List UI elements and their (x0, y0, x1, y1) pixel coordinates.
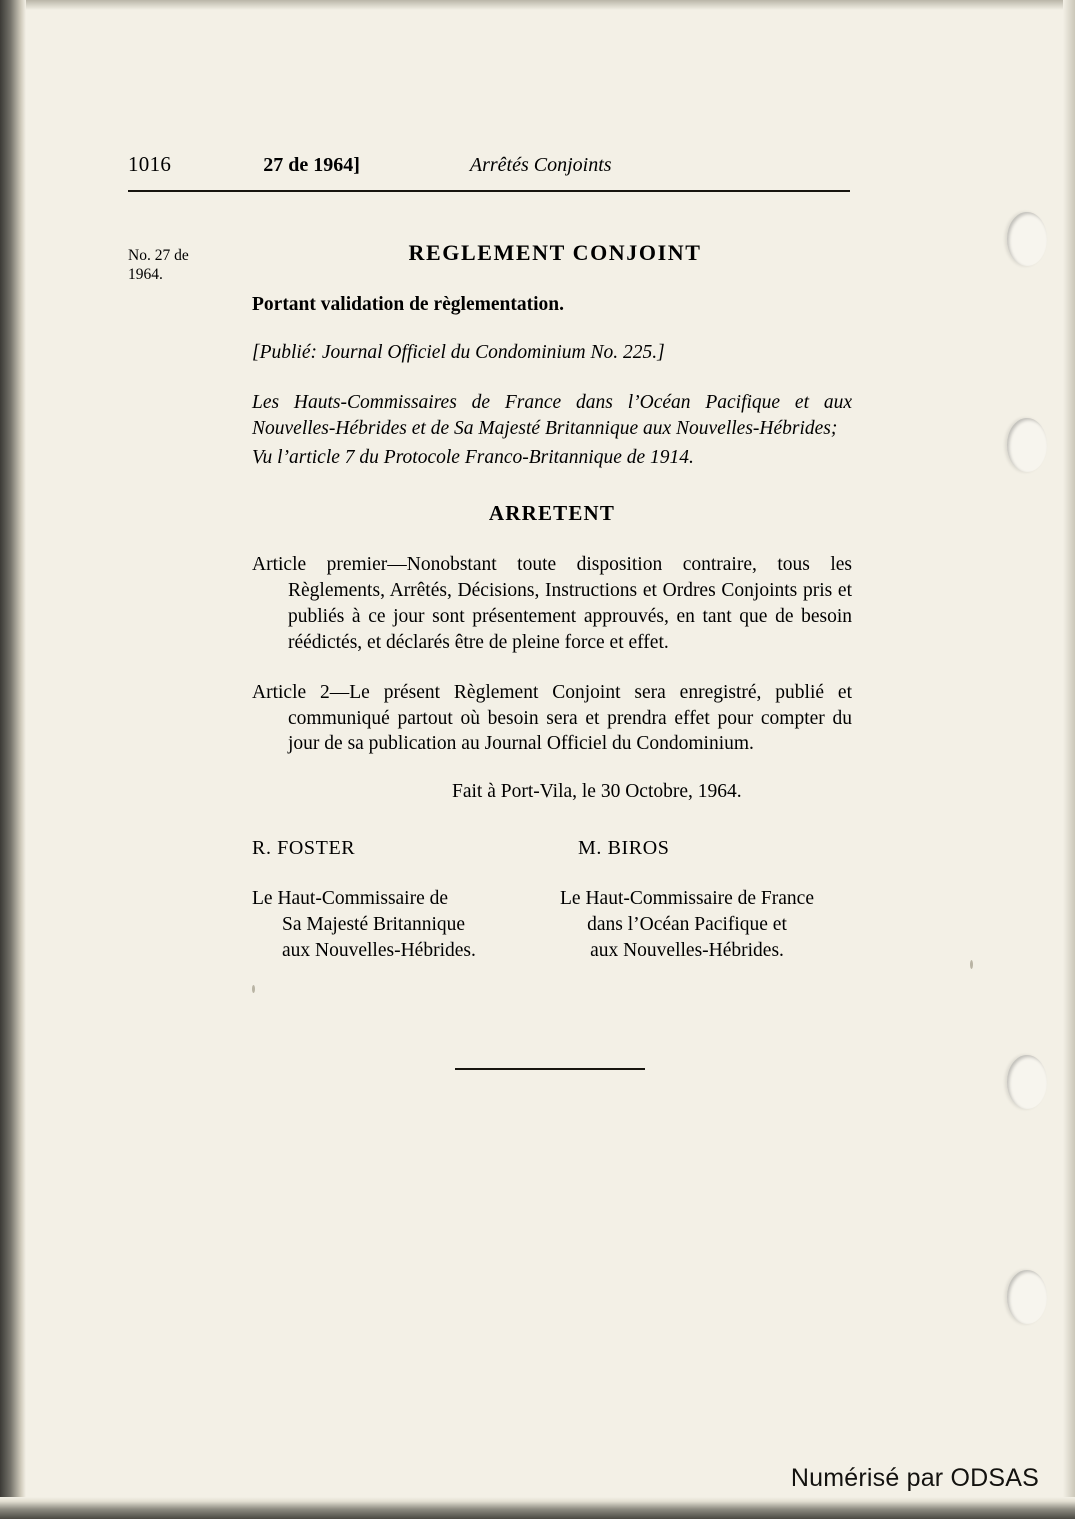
signatory-title-line-3: aux Nouvelles-Hébrides. (282, 939, 476, 961)
punch-hole-icon (1007, 418, 1047, 472)
signatory-title-line-1: Le Haut-Commissaire de France (560, 888, 814, 910)
article-1: Article premier—Nonobstant toute disposition contraire, tous les Règlements, Arrêtés, Décisions, Instructions et Ordres Conjoints pris et publiés à ce jour sont présentement approuvés, en tant que de besoin réédictés, et déclarés être de pleine force et effet. (252, 553, 852, 653)
preamble-reference: Vu l’article 7 du Protocole Franco-Britannique de 1914. (252, 446, 694, 468)
signatory-name: R. FOSTER (252, 837, 356, 860)
punch-hole-icon (1007, 212, 1047, 266)
document-subtitle: Portant validation de règlementation. (252, 294, 564, 315)
publication-reference: [Publié: Journal Officiel du Condominium No. 225.] (252, 342, 665, 363)
document-title: REGLEMENT CONJOINT (408, 240, 702, 265)
marginal-note-line-1: No. 27 de (128, 247, 189, 264)
scan-watermark: Numérisé par ODSAS (790, 1464, 1039, 1492)
punch-hole-icon (1007, 1270, 1047, 1324)
act-number: 27 de 1964] (263, 154, 360, 176)
signatory-french (542, 837, 832, 963)
page-header (128, 152, 850, 177)
signatory-title-line-1: Le Haut-Commissaire de (252, 888, 449, 910)
signatory-title-line-2: Sa Majesté Britannique (282, 914, 466, 936)
marginal-note (128, 246, 238, 285)
preamble-text: Les Hauts-Commissaires de France dans l’Océan Pacifique et aux Nouvelles-Hébrides et de Sa Majesté Britannique aux Nouvelles-Hébrides; (252, 392, 852, 440)
running-title: Arrêtés Conjoints (469, 154, 612, 176)
place-and-date: Fait à Port-Vila, le 30 Octobre, 1964. (452, 781, 742, 803)
document-body (252, 240, 852, 964)
signatory-title-line-2: dans l’Océan Pacifique et (587, 914, 787, 936)
scan-edge-left (0, 0, 26, 1519)
scan-speck (970, 960, 973, 969)
punch-hole-icon (1007, 1055, 1047, 1109)
scan-edge-top (0, 0, 1075, 10)
header-divider (128, 190, 850, 192)
scan-edge-bottom (0, 1497, 1075, 1519)
marginal-note-line-2: 1964. (128, 266, 163, 284)
enacting-word: ARRETENT (488, 500, 616, 525)
end-of-document-divider (455, 1068, 645, 1070)
signatory-title-line-3: aux Nouvelles-Hébrides. (590, 939, 784, 961)
scan-edge-right (1063, 0, 1075, 1519)
signatory-british (252, 837, 542, 963)
signatory-name: M. BIROS (578, 837, 670, 860)
signatory-title (542, 886, 832, 963)
page-number: 1016 (128, 152, 172, 176)
scan-speck (252, 985, 255, 993)
signature-block (252, 837, 852, 963)
article-2: Article 2—Le présent Règlement Conjoint sera enregistré, publié et communiqué partout où besoin sera et prendra effet pour compter du jour de sa publication au Journal Officiel du Condominium. (252, 681, 852, 755)
signatory-title (252, 886, 542, 963)
